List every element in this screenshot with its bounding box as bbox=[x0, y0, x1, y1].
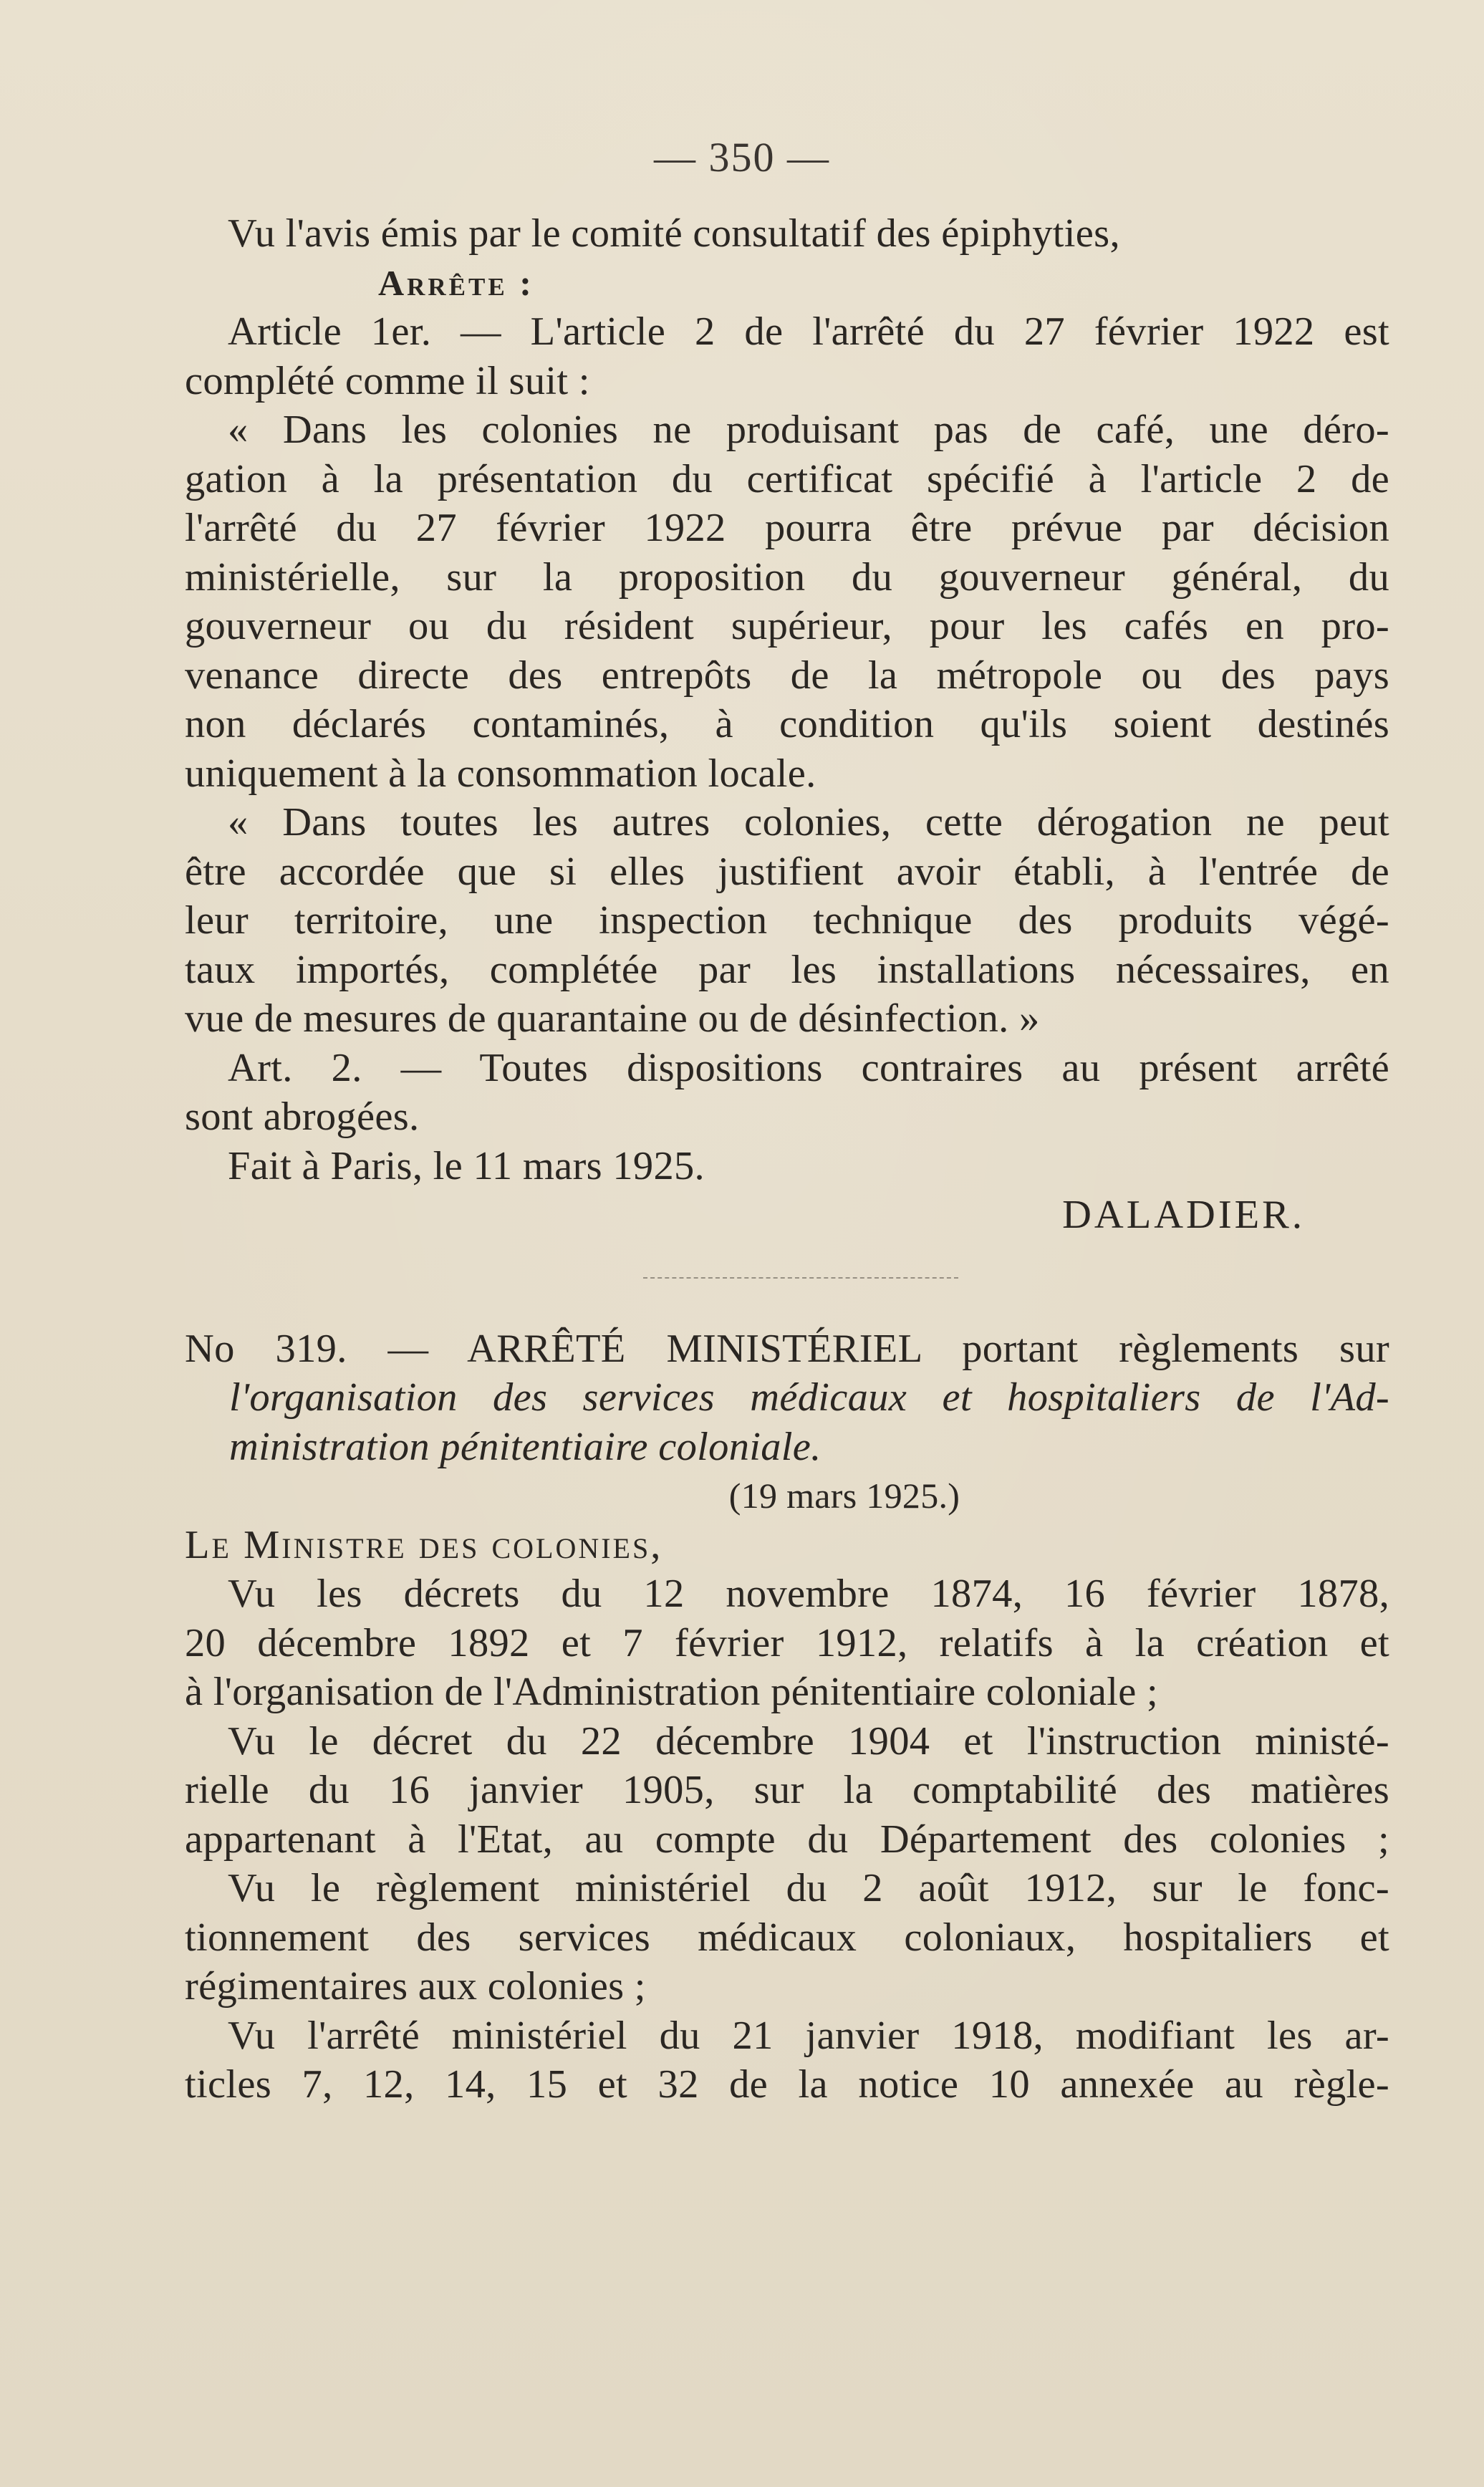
quote-2-line: être accordée que si elles justifient avoir établi, à l'entrée de bbox=[185, 849, 1389, 894]
vu-paragraph-line: Vu l'arrêté ministériel du 21 janvier 1918, modifiant les ar- bbox=[228, 2013, 1389, 2058]
vu-paragraph-line: rielle du 16 janvier 1905, sur la comptabilité des matières bbox=[185, 1768, 1389, 1812]
quote-1-line: ministérielle, sur la proposition du gouverneur général, du bbox=[185, 554, 1389, 600]
signature: DALADIER. bbox=[1062, 1193, 1305, 1237]
minister-heading: Le Ministre des colonies, bbox=[185, 1522, 663, 1567]
arrete-heading: Arrête : bbox=[378, 262, 534, 303]
quote-2-line: « Dans toutes les autres colonies, cette dérogation ne peut bbox=[228, 800, 1389, 845]
vu-paragraph-line: ticles 7, 12, 14, 15 et 32 de la notice 10 annexée au règle- bbox=[185, 2062, 1389, 2107]
article-1-line: Article 1er. — L'article 2 de l'arrêté du 27 février 1922 est bbox=[228, 309, 1389, 354]
article-2-line: sont abrogées. bbox=[185, 1095, 420, 1139]
quote-1-line: gouverneur ou du résident supérieur, pour les cafés en pro- bbox=[185, 604, 1389, 648]
decree-title-line bbox=[185, 1324, 1389, 1374]
vu-paragraph-line: Vu le décret du 22 décembre 1904 et l'instruction ministé- bbox=[228, 1718, 1389, 1764]
fait-a-paris-line: Fait à Paris, le 11 mars 1925. bbox=[228, 1143, 705, 1188]
text-body bbox=[185, 209, 1389, 2110]
quote-1-line: uniquement à la consommation locale. bbox=[185, 751, 816, 796]
quote-1-line: non déclarés contaminés, à condition qu'ils soient destinés bbox=[185, 702, 1389, 746]
divider-rule bbox=[643, 1277, 958, 1280]
vu-paragraph-line: à l'organisation de l'Administration pénitentiaire coloniale ; bbox=[185, 1670, 1159, 1714]
vu-paragraph-line: Vu les décrets du 12 novembre 1874, 16 février 1878, bbox=[228, 1572, 1389, 1616]
quote-2-line: taux importés, complétée par les installations nécessaires, en bbox=[185, 947, 1389, 992]
decree-title-line: ministration pénitentiaire coloniale. bbox=[229, 1424, 822, 1469]
decree-date: (19 mars 1925.) bbox=[728, 1476, 960, 1516]
quote-2-line: vue de mesures de quarantaine ou de désinfection. » bbox=[185, 996, 1040, 1041]
section-separator bbox=[185, 1240, 1389, 1324]
decree-title-line: l'organisation des services médicaux et hospitaliers de l'Ad- bbox=[229, 1375, 1389, 1420]
quote-1-line: l'arrêté du 27 février 1922 pourra être prévue par décision bbox=[185, 506, 1389, 550]
vu-paragraph-line: appartenant à l'Etat, au compte du Département des colonies ; bbox=[185, 1817, 1389, 1862]
quote-1-line: « Dans les colonies ne produisant pas de café, une déro- bbox=[228, 408, 1389, 452]
decree-title-text: No 319. — ARRÊTÉ MINISTÉRIEL portant règlements sur bbox=[185, 1326, 1389, 1371]
vu-paragraph-line: tionnement des services médicaux coloniaux, hospitaliers et bbox=[185, 1915, 1389, 1960]
vu-paragraph-line: 20 décembre 1892 et 7 février 1912, relatifs à la création et bbox=[185, 1620, 1389, 1665]
article-2-line: Art. 2. — Toutes dispositions contraires au présent arrêté bbox=[228, 1045, 1389, 1090]
vu-line: Vu l'avis émis par le comité consultatif des épiphyties, bbox=[228, 211, 1120, 256]
article-1-line: complété comme il suit : bbox=[185, 358, 590, 403]
quote-1-line: gation à la présentation du certificat spécifié à l'article 2 de bbox=[185, 456, 1389, 501]
vu-paragraph-line: régimentaires aux colonies ; bbox=[185, 1964, 646, 2009]
quote-2-line: leur territoire, une inspection technique des produits végé- bbox=[185, 898, 1389, 943]
vu-paragraph-line: Vu le règlement ministériel du 2 août 1912, sur le fonc- bbox=[228, 1866, 1389, 1910]
quote-1-line: venance directe des entrepôts de la métropole ou des pays bbox=[185, 653, 1389, 698]
page-number: — 350 — bbox=[654, 134, 830, 181]
